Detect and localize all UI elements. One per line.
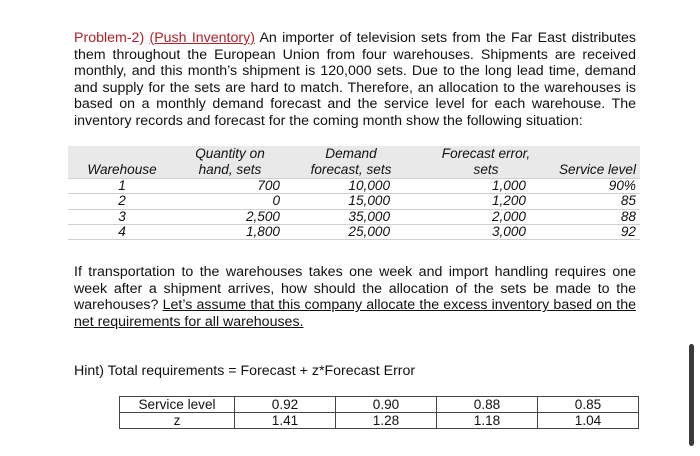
problem-topic-link: (Push Inventory) (149, 30, 255, 46)
z-table-service-row (120, 397, 639, 413)
problem-statement (74, 30, 636, 130)
table-row (68, 209, 640, 224)
header-demand-line2: forecast, sets (310, 161, 392, 177)
cell-service: 92 (620, 223, 636, 239)
header-error-line2: sets (473, 161, 499, 177)
cell-warehouse: 2 (118, 193, 126, 209)
hint-text: Hint) Total requirements = Forecast + z*Forecast Error (74, 363, 416, 379)
z-value-table (119, 396, 639, 429)
inventory-table-header (68, 146, 640, 179)
cell-forecast: 10,000 (348, 178, 390, 193)
z-table-z-row (120, 413, 639, 429)
cell-service: 90% (608, 178, 636, 193)
z-table-service-value: 0.88 (437, 397, 538, 413)
cell-error: 1,200 (491, 193, 526, 209)
problem-text: An importer of television sets from the Far East distributes them throughout the European Union from four warehouses. Shipments are received monthly, and this month’s shipment is 120,000 sets. Due to the long lead time, demand and supply for the sets are hard to match. Therefore, an allocation to the warehouses is based on a monthly demand forecast and the service level for each warehouse. The inventory records and forecast for the coming month show the following situation: (74, 30, 636, 129)
header-warehouse: Warehouse (87, 161, 157, 177)
z-table-z-label: z (120, 413, 235, 429)
cell-service: 88 (620, 208, 636, 224)
cell-warehouse: 3 (118, 208, 126, 224)
header-forecast-error (418, 146, 554, 179)
z-table-service-label: Service level (120, 397, 235, 413)
header-quantity-line2: hand, sets (198, 161, 262, 177)
inventory-table (68, 146, 640, 240)
z-table-z-value: 1.04 (538, 413, 639, 429)
question-assumption: Let’s assume that this company allocate the excess inventory based on the net requirements for all warehouses. (74, 297, 636, 330)
cell-error: 2,000 (491, 208, 526, 224)
header-service-level: Service level (558, 161, 636, 177)
z-table-service-value: 0.92 (235, 397, 336, 413)
z-table-z-value: 1.18 (437, 413, 538, 429)
cell-error: 1,000 (491, 178, 526, 193)
cell-service: 85 (620, 193, 636, 209)
cell-warehouse: 1 (118, 178, 126, 193)
table-row (68, 224, 640, 239)
table-row (68, 179, 640, 194)
cell-on-hand: 700 (257, 178, 280, 193)
question-text (74, 264, 636, 330)
cell-forecast: 15,000 (348, 193, 390, 209)
z-table-service-value: 0.90 (336, 397, 437, 413)
question-body: If transportation to the warehouses takes one week and import handling requires one week after a shipment arrives, how should the allocation of the sets be made to the warehouses? (74, 264, 636, 314)
header-error-line1: Forecast error, (441, 146, 531, 161)
cell-warehouse: 4 (118, 223, 126, 239)
cell-on-hand: 1,800 (245, 223, 280, 239)
cell-error: 3,000 (491, 223, 526, 239)
table-row (68, 194, 640, 209)
header-demand-line1: Demand (325, 146, 377, 161)
cell-on-hand: 2,500 (245, 208, 280, 224)
cell-forecast: 25,000 (348, 223, 390, 239)
header-quantity-on-hand (176, 146, 284, 179)
cell-forecast: 35,000 (348, 208, 390, 224)
scrollbar-thumb[interactable] (689, 344, 694, 446)
header-quantity-line1: Quantity on (195, 146, 265, 161)
z-table-z-value: 1.41 (235, 413, 336, 429)
z-table-z-value: 1.28 (336, 413, 437, 429)
z-table-service-value: 0.85 (538, 397, 639, 413)
cell-on-hand: 0 (272, 193, 280, 209)
problem-label: Problem-2) (74, 30, 145, 46)
header-demand-forecast (284, 146, 418, 179)
